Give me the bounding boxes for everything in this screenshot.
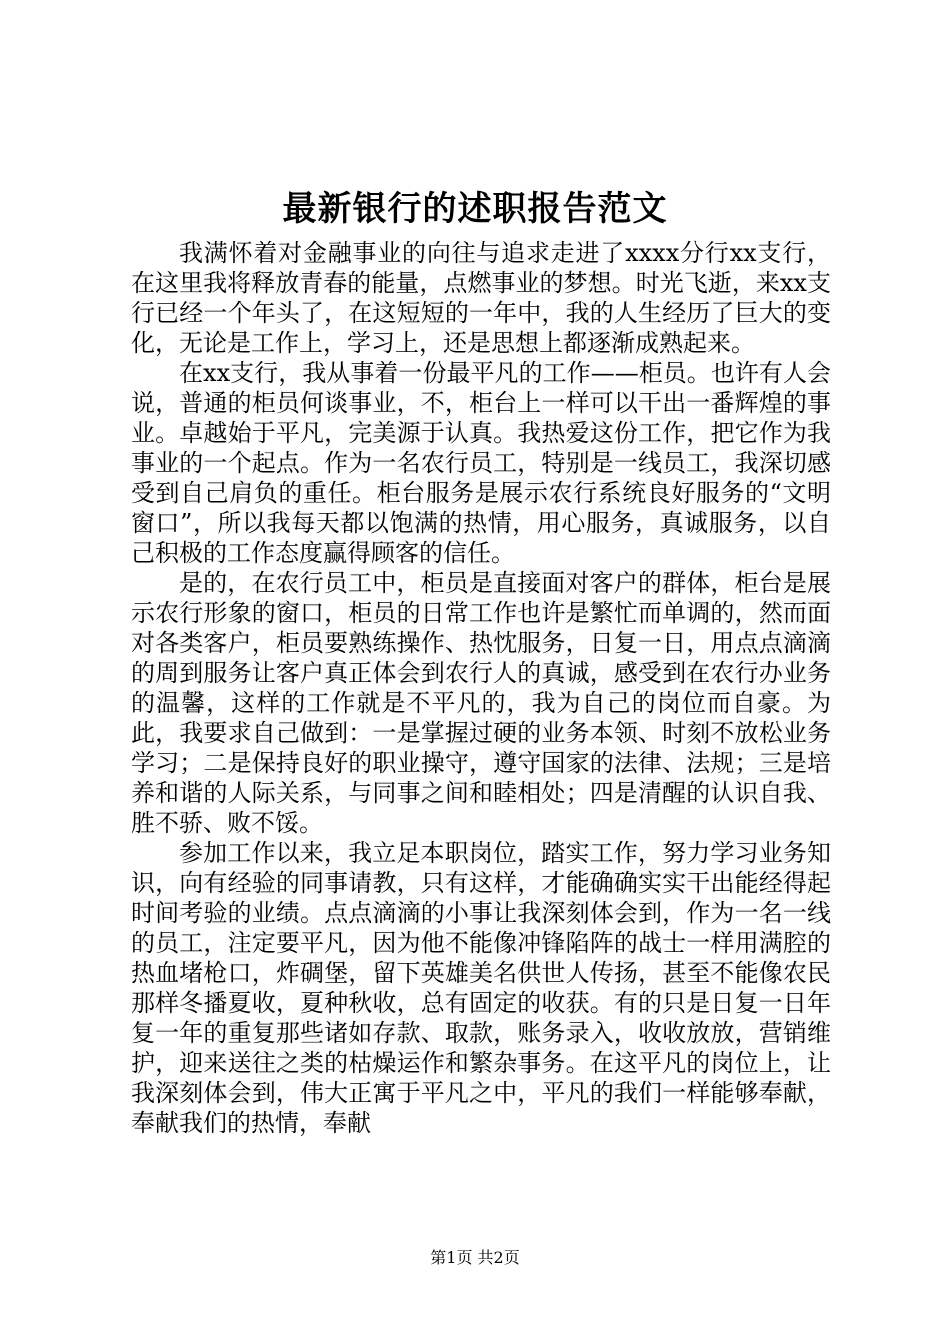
document-title: 最新银行的述职报告范文 — [282, 189, 668, 229]
paragraph: 参加工作以来，我立足本职岗位，踏实工作，努力学习业务知识，向有经验的同事请教，只有这样，才能确确实实干出能经得起时间考验的业绩。点点滴滴的小事让我深刻体会到，作为一名一线的员工，注定要平凡，因为他不能像冲锋陷阵的战士一样用满腔的热血堵枪口，炸碉堡，留下英雄美名供世人传扬，甚至不能像农民那样冬播夏收，夏种秋收，总有固定的收获。有的只是日复一日年复一年的重复那些诸如存款、取款，账务录入，收收放放，营销维护，迎来送往之类的枯燥运作和繁杂事务。在这平凡的岗位上，让我深刻体会到，伟大正寓于平凡之中，平凡的我们一样能够奉献，奉献我们的热情，奉献 — [131, 839, 831, 1137]
document-body — [131, 238, 831, 1138]
paragraph: 是的，在农行员工中，柜员是直接面对客户的群体，柜台是展示农行形象的窗口，柜员的日常工作也许是繁忙而单调的，然而面对各类客户，柜员要熟练操作、热忱服务，日复一日，用点点滴滴的周到服务让客户真正体会到农行人的真诚，感受到在农行办业务的温馨，这样的工作就是不平凡的，我为自己的岗位而自豪。为此，我要求自己做到：一是掌握过硬的业务本领、时刻不放松业务学习；二是保持良好的职业操守，遵守国家的法律、法规；三是培养和谐的人际关系，与同事之间和睦相处；四是清醒的认识自我、胜不骄、败不馁。 — [131, 569, 831, 837]
paragraph: 我满怀着对金融事业的向往与追求走进了xxxx分行xx支行，在这里我将释放青春的能量，点燃事业的梦想。时光飞逝，来xx支行已经一个年头了，在这短短的一年中，我的人生经历了巨大的变化，无论是工作上，学习上，还是思想上都逐渐成熟起来。 — [131, 239, 831, 357]
paragraph: 在xx支行，我从事着一份最平凡的工作——柜员。也许有人会说，普通的柜员何谈事业，不，柜台上一样可以干出一番辉煌的事业。卓越始于平凡，完美源于认真。我热爱这份工作，把它作为我事业的一个起点。作为一名农行员工，特别是一线员工，我深切感受到自己肩负的重任。柜台服务是展示农行系统良好服务的“文明窗口”，所以我每天都以饱满的热情，用心服务，真诚服务，以自己积极的工作态度赢得顾客的信任。 — [131, 359, 831, 567]
page-number-footer: 第1页 共2页 — [430, 1248, 520, 1267]
